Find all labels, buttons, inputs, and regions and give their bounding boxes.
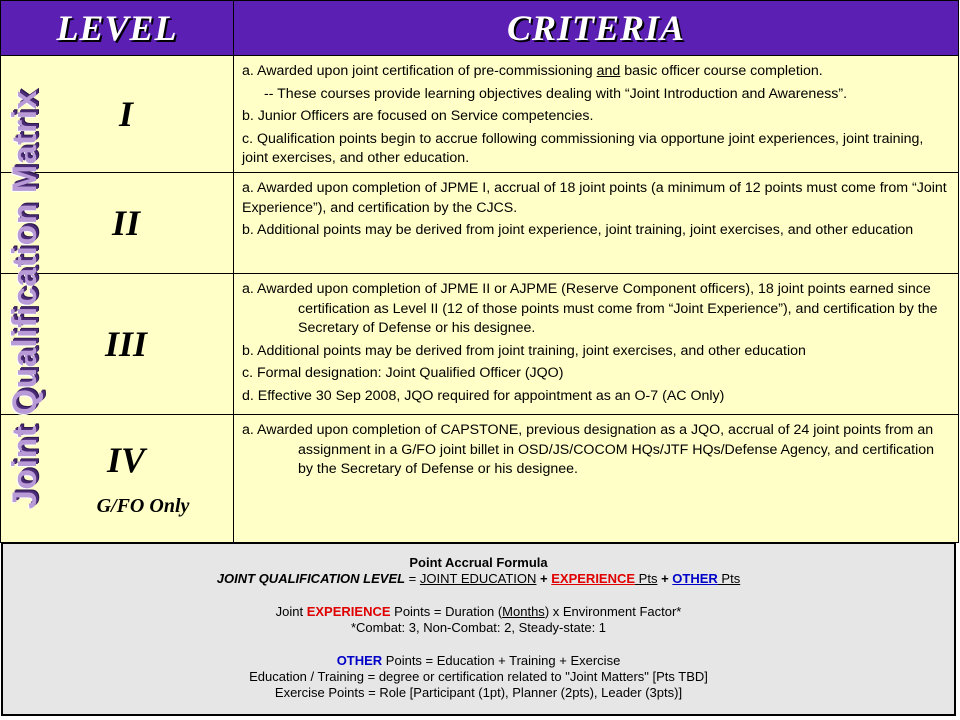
criteria-subitem: -- These courses provide learning objectives dealing with “Joint Introduction and Awareness”. (264, 85, 848, 102)
criteria-item-a: a. Awarded upon completion of JPME II or AJPME (Reserve Component officers), 18 joint points earned since certification as Level II (12 of those points must come from “Joint Experience”), and certification by the Secretary of Defense or his designee. (242, 281, 938, 336)
criteria-underlined: and (596, 63, 621, 79)
formula-line-main (3, 571, 954, 587)
formula-line-education: Education / Training = degree or certification related to "Joint Matters" [Pts TBD] (249, 669, 708, 685)
criteria-cell (234, 56, 959, 173)
formula-line-factors: *Combat: 3, Non-Combat: 2, Steady-state: 1 (350, 620, 607, 636)
level-header-cell (1, 1, 234, 56)
side-title (0, 56, 52, 542)
header-row (1, 1, 959, 56)
criteria-item-a: a. Awarded upon completion of JPME I, accrual of 18 joint points (a minimum of 12 points must come from “Joint Experience”), and certification by the CJCS. (242, 180, 947, 216)
level-row-3 (1, 274, 959, 415)
formula-experience: EXPERIENCE (306, 603, 391, 619)
formula-months: Months (502, 603, 545, 619)
criteria-item-a (242, 62, 950, 82)
criteria-text: basic officer course completion. (620, 63, 823, 79)
criteria-cell (234, 415, 959, 543)
criteria-header-cell (234, 1, 959, 56)
level-row-4 (1, 415, 959, 543)
formula-line-other (3, 653, 954, 669)
criteria-item-b: b. Additional points may be derived from joint training, joint exercises, and other education (242, 342, 806, 359)
formula-pts: Pts (717, 571, 741, 587)
level-header: LEVEL (56, 8, 178, 48)
formula-line-experience (3, 604, 954, 620)
formula-text: ) x Environment Factor* (544, 603, 682, 619)
level-number: III (104, 324, 148, 364)
level-number: IV (106, 440, 146, 480)
formula-eq: = (405, 571, 420, 587)
formula-education: JOINT EDUCATION (419, 571, 537, 587)
criteria-cell (234, 173, 959, 274)
formula-other: OTHER (672, 571, 718, 587)
level-row-1 (1, 56, 959, 173)
criteria-item-b: b. Junior Officers are focused on Service competencies. (242, 108, 594, 124)
level-sublabel: G/FO Only (96, 495, 190, 517)
formula-pts: Pts (635, 571, 658, 587)
spacer (3, 637, 954, 653)
criteria-item-d: d. Effective 30 Sep 2008, JQO required for appointment as an O-7 (AC Only) (242, 387, 725, 404)
spacer (3, 588, 954, 604)
criteria-item-a: a. Awarded upon completion of CAPSTONE, previous designation as a JQO, accrual of 24 joint points from an assignment in a G/FO joint billet in OSD/JS/COCOM HQs/JTF HQs/Defense Agency, and certification by the Secretary of Defense or his designee. (242, 422, 935, 477)
criteria-text: a. Awarded upon joint certification of pre-commissioning (242, 63, 597, 79)
formula-other: OTHER (336, 652, 383, 668)
level-number: II (111, 203, 141, 243)
formula-text: Points = Duration ( (390, 603, 503, 619)
formula-plus: + (536, 571, 552, 587)
formula-text: Points = Education + Training + Exercise (382, 652, 621, 668)
formula-line-exercise: Exercise Points = Role [Participant (1pt), Planner (2pts), Leader (3pts)] (274, 685, 683, 701)
criteria-item-c: c. Qualification points begin to accrue following commissioning via opportune joint experiences, joint training, joint exercises, and other education. (242, 130, 924, 166)
formula-experience: EXPERIENCE (551, 571, 636, 587)
point-accrual-formula-box (1, 542, 956, 716)
criteria-item-b: b. Additional points may be derived from joint experience, joint training, joint exercises, and other education (242, 222, 914, 238)
criteria-cell (234, 274, 959, 415)
side-title-text: Joint Qualification Matrix (6, 89, 45, 509)
formula-plus: + (657, 571, 673, 587)
criteria-item-c: c. Formal designation: Joint Qualified Officer (JQO) (242, 365, 564, 381)
formula-text: Joint (275, 603, 307, 619)
formula-lhs: JOINT QUALIFICATION LEVEL (216, 571, 406, 587)
level-number: I (118, 94, 133, 134)
level-row-2 (1, 173, 959, 274)
formula-title: Point Accrual Formula (409, 555, 548, 570)
criteria-header: CRITERIA (506, 8, 686, 48)
